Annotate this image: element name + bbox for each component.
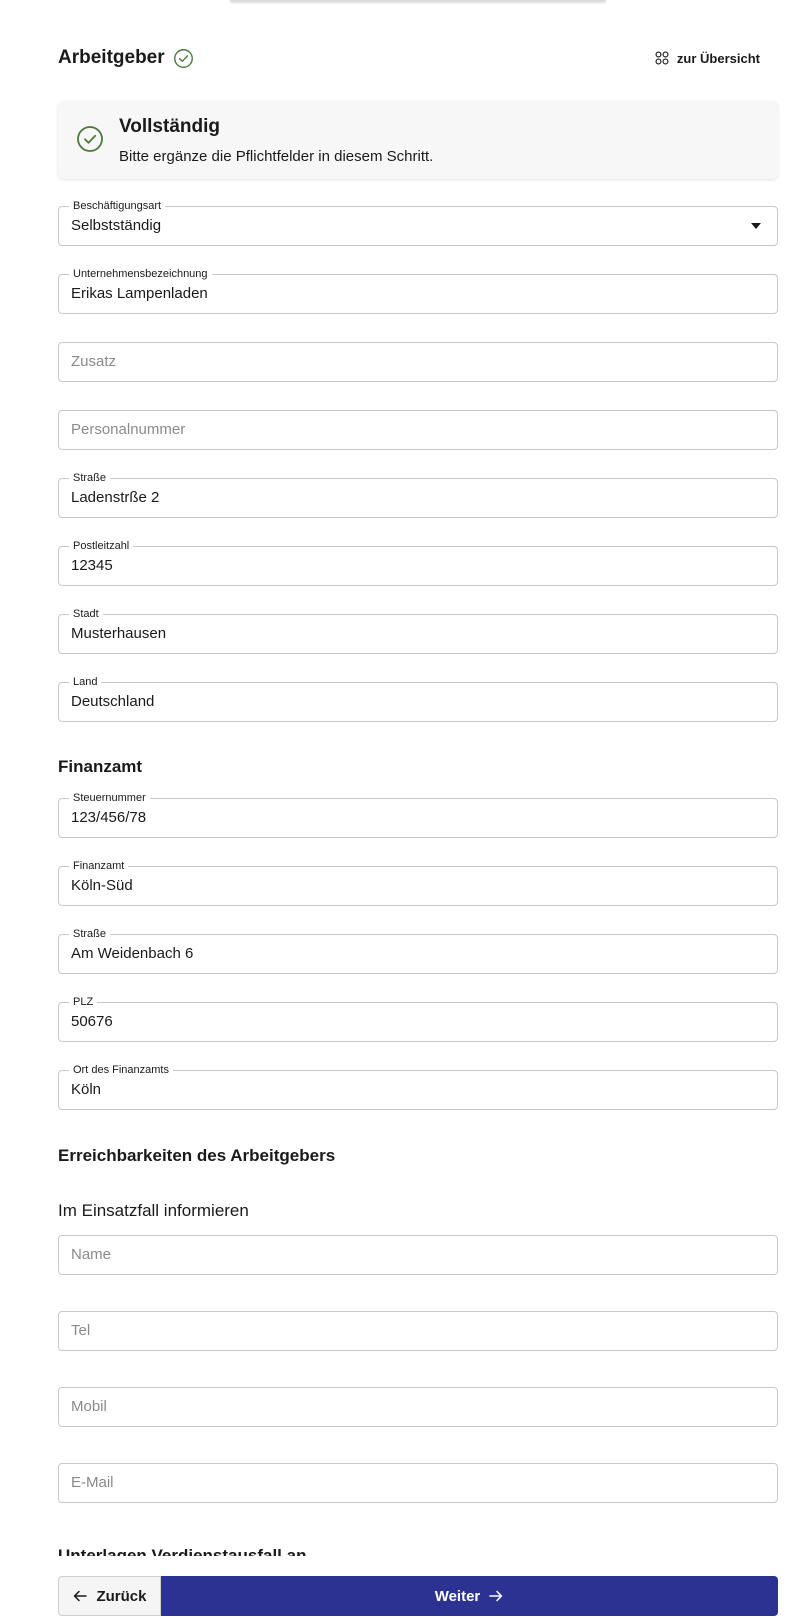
check-circle-icon [76, 125, 104, 153]
company-name-field[interactable] [58, 268, 778, 314]
country-field[interactable] [58, 676, 778, 722]
field-placeholder: Personalnummer [71, 421, 186, 438]
arrow-left-icon [72, 1588, 88, 1604]
page-title: Arbeitgeber [58, 47, 165, 68]
field-label: Land [69, 675, 101, 689]
contact-phone-field[interactable] [58, 1311, 778, 1351]
page-title-group [58, 47, 194, 69]
back-button-label: Zurück [96, 1587, 147, 1605]
field-placeholder: Name [71, 1246, 112, 1263]
arrow-right-icon [488, 1588, 504, 1604]
next-button-label: Weiter [434, 1587, 481, 1605]
contact-mobile-field[interactable] [58, 1387, 778, 1427]
personnel-number-field[interactable] [58, 410, 778, 450]
field-value: Ladenstrße 2 [71, 489, 160, 506]
field-value: Erikas Lampenladen [71, 285, 208, 302]
next-button[interactable] [161, 1576, 778, 1616]
tax-office-street-field[interactable] [58, 928, 778, 974]
field-value: Am Weidenbach 6 [71, 945, 194, 962]
field-value: 123/456/78 [71, 809, 147, 826]
status-text: Bitte ergänze die Pflichtfelder in diesem Schritt. [119, 148, 434, 165]
field-value: 50676 [71, 1013, 113, 1030]
field-label: Beschäftigungsart [69, 199, 165, 213]
field-value: 12345 [71, 557, 113, 574]
status-title: Vollständig [119, 116, 220, 137]
field-label: PLZ [69, 995, 97, 1009]
contact-email-field[interactable] [58, 1463, 778, 1503]
city-field[interactable] [58, 608, 778, 654]
page-header [58, 44, 768, 72]
field-label: Unternehmensbezeichnung [69, 267, 212, 281]
tax-number-field[interactable] [58, 792, 778, 838]
grid-icon [655, 51, 669, 65]
field-placeholder: Zusatz [71, 353, 117, 370]
field-placeholder: Mobil [71, 1398, 107, 1415]
field-placeholder: E-Mail [71, 1474, 114, 1491]
field-value: Deutschland [71, 693, 155, 710]
field-label: Finanzamt [69, 859, 128, 873]
contacts-heading: Erreichbarkeiten des Arbeitgebers [58, 1146, 336, 1165]
tax-office-field[interactable] [58, 860, 778, 906]
check-circle-icon [173, 48, 194, 69]
field-label: Straße [69, 471, 110, 485]
addition-field[interactable] [58, 342, 778, 382]
street-field[interactable] [58, 472, 778, 518]
status-banner [58, 101, 778, 179]
overview-link[interactable] [655, 51, 768, 66]
field-value: Musterhausen [71, 625, 167, 642]
overview-link-label: zur Übersicht [676, 50, 760, 66]
field-label: Stadt [69, 607, 103, 621]
field-label: Steuernummer [69, 791, 150, 805]
tax-office-postal-code-field[interactable] [58, 996, 778, 1042]
footer-bar [0, 1556, 800, 1624]
employment-type-select[interactable] [58, 200, 778, 246]
field-label: Postleitzahl [69, 539, 133, 553]
field-value: Köln-Süd [71, 877, 133, 894]
field-placeholder: Tel [71, 1322, 91, 1339]
contacts-subheading: Im Einsatzfall informieren [58, 1201, 249, 1220]
field-label: Straße [69, 927, 110, 941]
field-value: Selbstständig [71, 217, 162, 234]
postal-code-field[interactable] [58, 540, 778, 586]
tax-office-city-field[interactable] [58, 1064, 778, 1110]
field-value: Köln [71, 1081, 102, 1098]
tax-office-heading: Finanzamt [58, 757, 143, 776]
field-label: Ort des Finanzamts [69, 1063, 173, 1077]
back-button[interactable] [58, 1576, 161, 1616]
contact-name-field[interactable] [58, 1235, 778, 1275]
top-edge-divider [230, 0, 606, 2]
caret-down-icon [751, 223, 761, 229]
